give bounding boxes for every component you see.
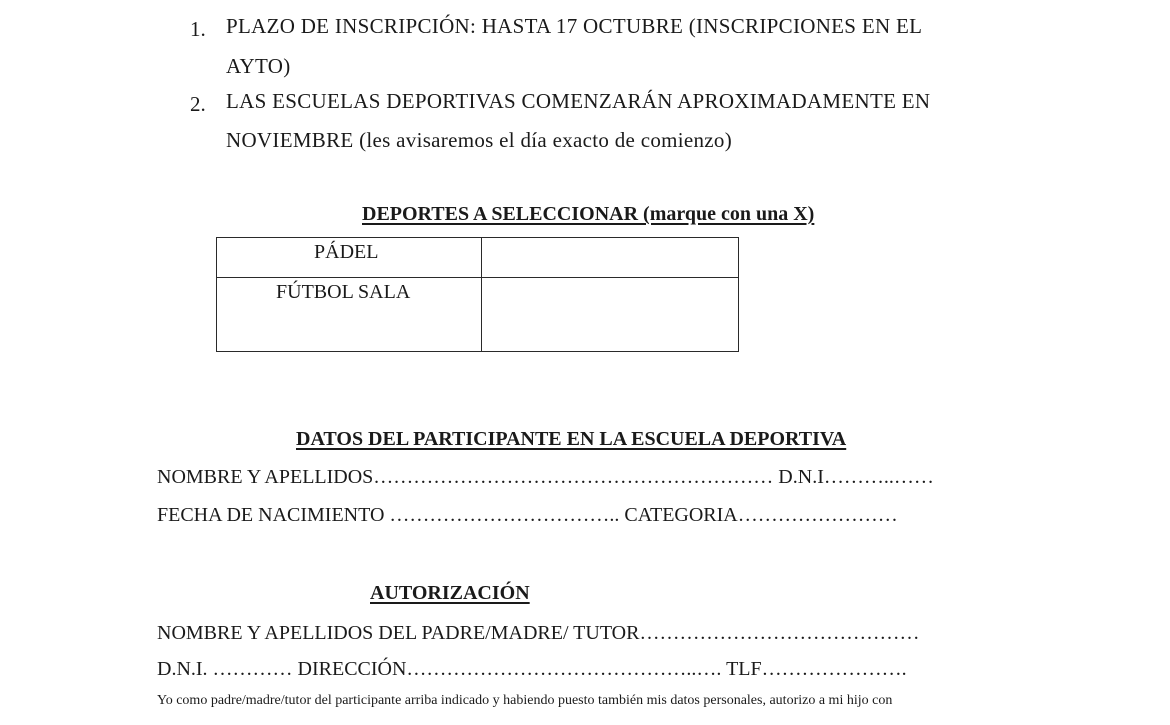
authorization-heading: AUTORIZACIÓN [370,582,530,604]
guardian-dni-address-phone-field[interactable]: D.N.I. ………… DIRECCIÓN……………………………………..…. TLF…………………. [157,658,907,680]
sport-option-futbol-sala: FÚTBOL SALA [276,281,411,303]
participant-name-dni-field[interactable]: NOMBRE Y APELLIDOS…………………………………………………… D.N.I………..…… [157,466,934,488]
info-item-2-line1: LAS ESCUELAS DEPORTIVAS COMENZARÁN APROXIMADAMENTE EN [226,89,931,113]
participant-birth-category-field[interactable]: FECHA DE NACIMIENTO …………………………….. CATEGORIA…………………… [157,504,898,526]
authorization-paragraph: Yo como padre/madre/tutor del participante arriba indicado y habiendo puesto también mis datos personales, autorizo a mi hijo con [157,693,893,708]
info-item-1-line2: AYTO) [226,54,291,78]
sports-table [216,237,739,352]
info-item-1-number: 1. [190,17,206,41]
participant-heading: DATOS DEL PARTICIPANTE EN LA ESCUELA DEPORTIVA [296,428,847,450]
futbol-sala-checkbox-cell[interactable] [483,279,738,351]
info-item-2-line2: NOVIEMBRE (les avisaremos el día exacto de comienzo) [226,128,733,152]
info-item-2-number: 2. [190,92,206,116]
info-item-1-line1: PLAZO DE INSCRIPCIÓN: HASTA 17 OCTUBRE (INSCRIPCIONES EN EL [226,14,923,38]
padel-checkbox-cell[interactable] [483,238,738,276]
sports-heading: DEPORTES A SELECCIONAR (marque con una X) [362,203,815,225]
sport-option-padel: PÁDEL [314,241,379,263]
guardian-name-field[interactable]: NOMBRE Y APELLIDOS DEL PADRE/MADRE/ TUTOR…………………………………… [157,622,920,644]
sports-table-row-divider [217,277,738,278]
sports-table-column-divider [481,238,482,351]
